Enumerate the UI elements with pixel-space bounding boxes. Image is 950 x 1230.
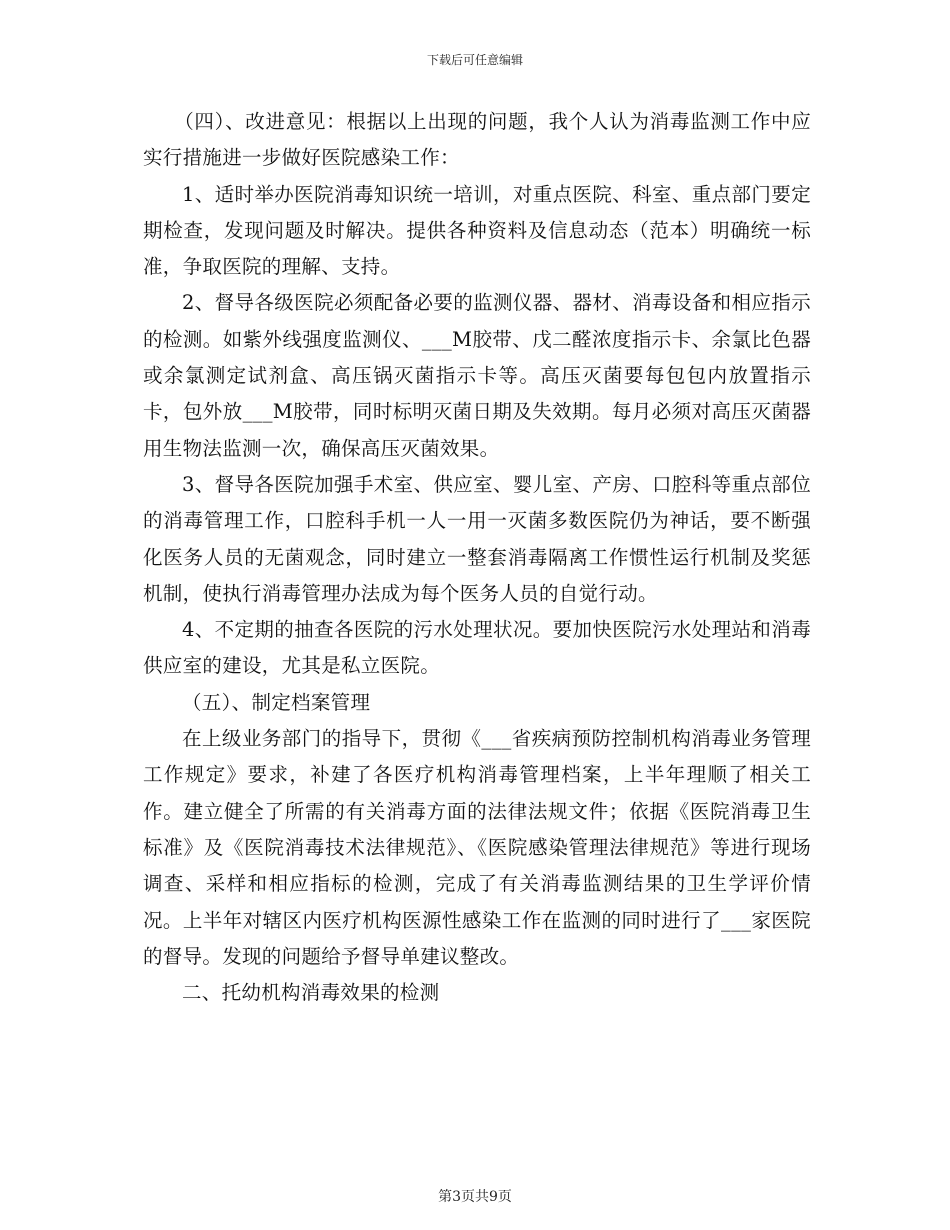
document-body — [143, 104, 811, 1011]
page-number: 第3页共9页 — [438, 1189, 512, 1205]
paragraph-item-3: 3、督导各医院加强手术室、供应室、婴儿室、产房、口腔科等重点部位的消毒管理工作，口腔科手机一人一用一灭菌多数医院仍为神话，要不断强化医务人员的无菌观念，同时建立一整套消毒隔离工作惯性运行机制及奖惩机制，使执行消毒管理办法成为每个医务人员的自觉行动。 — [143, 472, 811, 605]
paragraph-archive-management: 在上级业务部门的指导下，贯彻《___省疾病预防控制机构消毒业务管理工作规定》要求，补建了各医疗机构消毒管理档案，上半年理顺了相关工作。建立健全了所需的有关消毒方面的法律法规文件；依据《医院消毒卫生标准》及《医院消毒技术法律规范》、《医院感染管理法律规范》等进行现场调查、采样和相应指标的检测，完成了有关消毒监测结果的卫生学评价情况。上半年对辖区内医疗机构医源性感染工作在监测的同时进行了___家医院的督导。发现的问题给予督导单建议整改。 — [143, 727, 811, 968]
page-header-note: 下载后可任意编辑 — [426, 53, 523, 67]
paragraph-item-1: 1、适时举办医院消毒知识统一培训，对重点医院、科室、重点部门要定期检查，发现问题及时解决。提供各种资料及信息动态（范本）明确统一标准，争取医院的理解、支持。 — [143, 182, 811, 279]
section-heading-nursery-disinfection: 二、托幼机构消毒效果的检测 — [182, 981, 440, 1005]
paragraph-item-4: 4、不定期的抽查各医院的污水处理状况。要加快医院污水处理站和消毒供应室的建设，尤其是私立医院。 — [143, 618, 811, 678]
paragraph-item-2: 2、督导各级医院必须配备必要的监测仪器、器材、消毒设备和相应指示的检测。如紫外线强度监测仪、___M胶带、戊二醛浓度指示卡、余氯比色器或余氯测定试剂盒、高压锅灭菌指示卡等。高压灭菌要每包包内放置指示卡，包外放___M胶带，同时标明灭菌日期及失效期。每月必须对高压灭菌器用生物法监测一次，确保高压灭菌效果。 — [143, 291, 811, 460]
paragraph-improvement-opinions: （四）、改进意见：根据以上出现的问题，我个人认为消毒监测工作中应实行措施进一步做好医院感染工作： — [143, 110, 811, 170]
section-heading-archive-management: （五）、制定档案管理 — [182, 690, 371, 714]
